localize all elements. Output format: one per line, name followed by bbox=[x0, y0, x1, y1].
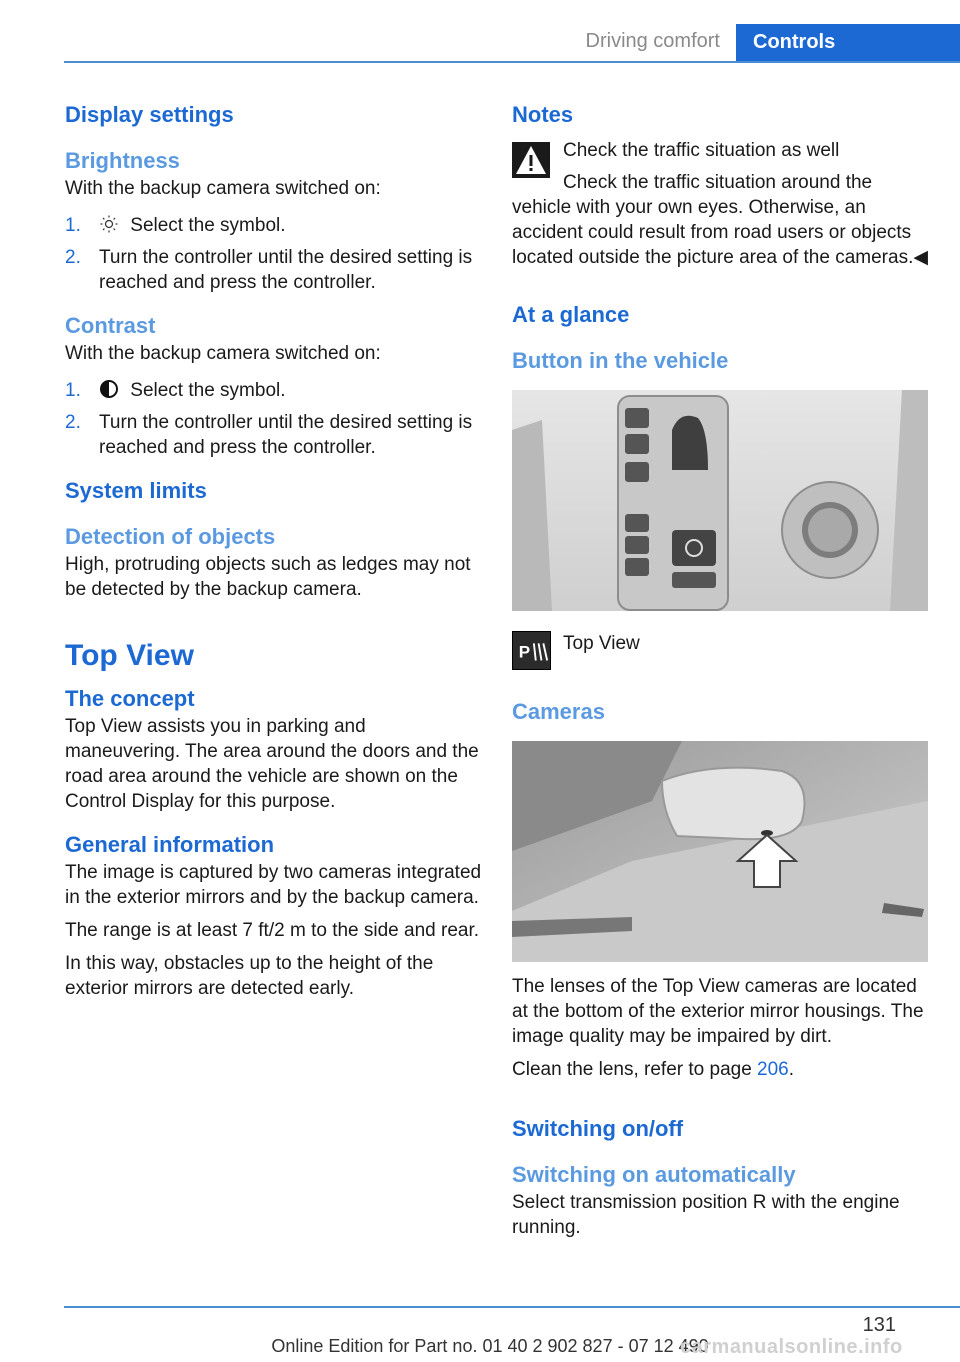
top-view-button-row bbox=[512, 631, 928, 671]
header-rule bbox=[64, 61, 960, 63]
step-number: 1. bbox=[65, 380, 81, 401]
footer-rule bbox=[64, 1306, 960, 1308]
header-section-title: Driving comfort bbox=[585, 30, 720, 52]
mirror-camera-illustration bbox=[512, 741, 928, 962]
heading-switching-auto: Switching on automatically bbox=[512, 1162, 796, 1187]
center-console-photo bbox=[512, 390, 928, 611]
page-number: 131 bbox=[862, 1314, 896, 1336]
heading-top-view: Top View bbox=[65, 639, 194, 672]
edition-text: Online Edition for Part no. 01 40 2 902 827 - 07 12 490 bbox=[271, 1336, 709, 1356]
left-column bbox=[65, 100, 485, 1001]
step-text: Select the symbol. bbox=[130, 215, 286, 236]
brightness-sun-icon bbox=[99, 214, 119, 234]
warning-text: Check the traffic situation around the vehicle with your own eyes. Otherwise, an accident could result from road users or objects located outside the picture area of the cameras.◀ bbox=[512, 172, 928, 268]
header-chapter-tab: Controls bbox=[736, 24, 960, 62]
top-view-button-icon bbox=[512, 631, 551, 670]
heading-button-in-vehicle: Button in the vehicle bbox=[512, 348, 729, 373]
step-text: Turn the controller until the desired setting is reached and press the controller. bbox=[99, 247, 473, 293]
lenses-text: The lenses of the Top View cameras are located at the bottom of the exterior mirror housings. The image quality may be impaired by dirt. bbox=[512, 976, 924, 1047]
heading-switching: Switching on/off bbox=[512, 1116, 684, 1141]
top-view-label: Top View bbox=[563, 633, 640, 654]
page-link-206[interactable]: 206 bbox=[757, 1059, 789, 1080]
step-text: Turn the controller until the desired setting is reached and press the controller. bbox=[99, 412, 473, 458]
watermark: carmanualsonline.info bbox=[680, 1336, 903, 1358]
heading-detection: Detection of objects bbox=[65, 524, 276, 549]
heading-system-limits: System limits bbox=[65, 478, 207, 503]
right-column bbox=[512, 100, 928, 1240]
list-item bbox=[65, 378, 485, 403]
step-text: Select the symbol. bbox=[130, 380, 286, 401]
heading-contrast: Contrast bbox=[65, 313, 156, 338]
clean-prefix: Clean the lens, refer to page bbox=[512, 1059, 758, 1080]
heading-general-info: General information bbox=[65, 832, 275, 857]
list-item bbox=[65, 410, 485, 460]
clean-lens-text bbox=[512, 1057, 928, 1082]
contrast-intro: With the backup camera switched on: bbox=[65, 343, 381, 364]
warning-triangle-icon bbox=[512, 142, 550, 178]
heading-cameras: Cameras bbox=[512, 699, 605, 724]
heading-at-a-glance: At a glance bbox=[512, 302, 630, 327]
general-text-2: The range is at least 7 ft/2 m to the side and rear. bbox=[65, 920, 480, 941]
step-number: 2. bbox=[65, 412, 81, 433]
warning-title: Check the traffic situation as well bbox=[563, 140, 840, 161]
step-number: 2. bbox=[65, 247, 81, 268]
warning-note bbox=[512, 138, 928, 270]
center-console-illustration bbox=[512, 390, 928, 611]
mirror-camera-photo bbox=[512, 741, 928, 962]
heading-notes: Notes bbox=[512, 102, 574, 127]
switching-text: Select transmission position R with the engine running. bbox=[512, 1192, 900, 1238]
step-number: 1. bbox=[65, 215, 81, 236]
svg-text:P: P bbox=[518, 642, 531, 662]
concept-text: Top View assists you in parking and maneuvering. The area around the doors and the road area around the vehicle are shown on the Control Display for this purpose. bbox=[65, 716, 479, 812]
brightness-steps bbox=[65, 213, 485, 295]
heading-brightness: Brightness bbox=[65, 148, 180, 173]
brightness-intro: With the backup camera switched on: bbox=[65, 178, 381, 199]
detection-text: High, protruding objects such as ledges may not be detected by the backup camera. bbox=[65, 554, 471, 600]
contrast-half-circle-icon bbox=[99, 379, 119, 399]
heading-display-settings: Display settings bbox=[65, 102, 234, 127]
general-text-3: In this way, obstacles up to the height of the exterior mirrors are detected early. bbox=[65, 953, 434, 999]
heading-concept: The concept bbox=[65, 686, 195, 711]
list-item bbox=[65, 245, 485, 295]
contrast-steps bbox=[65, 378, 485, 460]
clean-suffix: . bbox=[788, 1059, 795, 1080]
general-text-1: The image is captured by two cameras integrated in the exterior mirrors and by the backup camera. bbox=[65, 862, 482, 908]
list-item bbox=[65, 213, 485, 238]
